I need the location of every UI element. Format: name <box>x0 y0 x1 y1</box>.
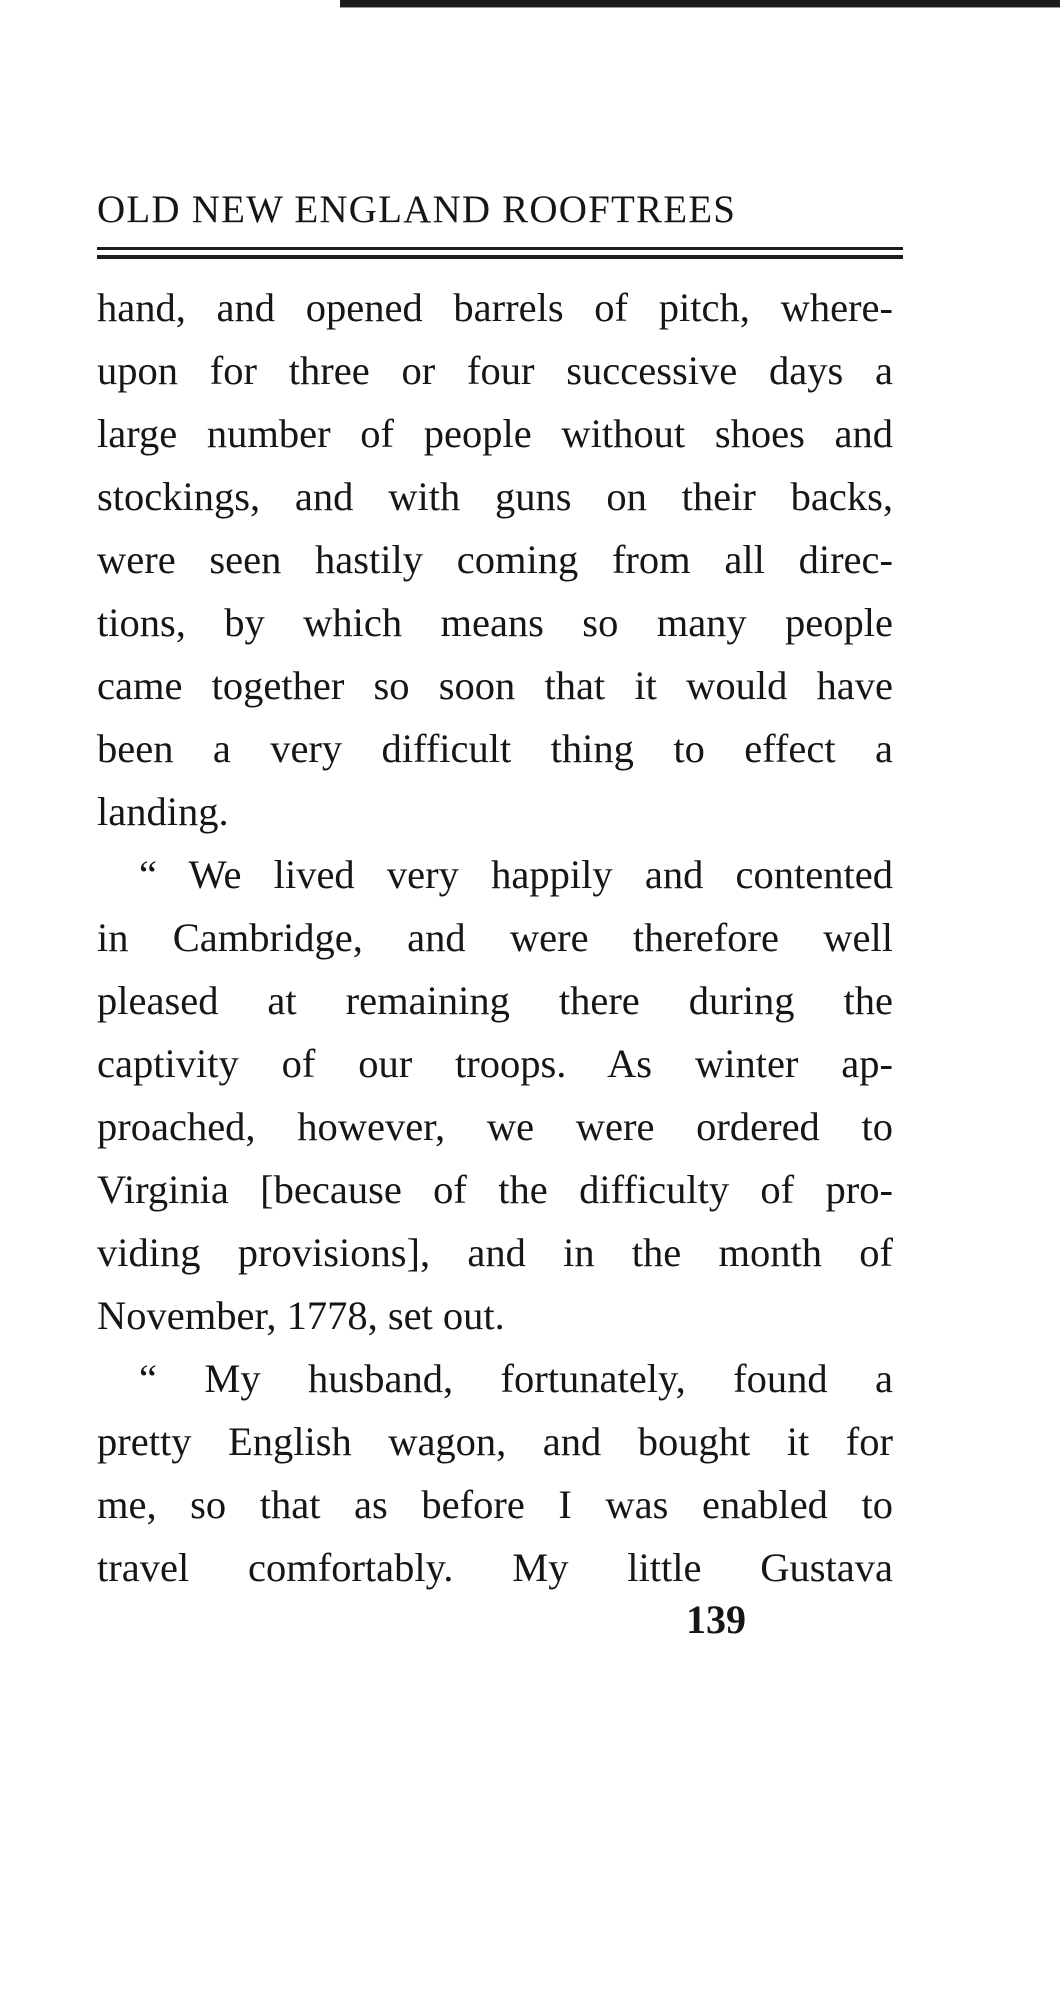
text-line: upon for three or four successive days a <box>97 348 893 393</box>
text-line: were seen hastily coming from all direc- <box>97 537 893 582</box>
top-edge-rule-shadow <box>340 7 1060 8</box>
text-line: stockings, and with guns on their backs, <box>97 474 893 519</box>
text-line: in Cambridge, and were therefore well <box>97 915 893 960</box>
header-rule-bottom <box>97 255 903 259</box>
text-line: came together so soon that it would have <box>97 663 893 708</box>
text-line: me, so that as before I was enabled to <box>97 1482 893 1527</box>
text-line: proached, however, we were ordered to <box>97 1104 893 1149</box>
page-number: 139 <box>686 1597 746 1642</box>
page-body <box>97 276 893 1599</box>
text-line: “ My husband, fortunately, found a <box>139 1356 893 1401</box>
top-edge-rule <box>340 0 1060 7</box>
text-line: hand, and opened barrels of pitch, where- <box>97 285 893 330</box>
text-line: viding provisions], and in the month of <box>97 1230 893 1275</box>
text-line: Virginia [because of the difficulty of pro- <box>97 1167 893 1212</box>
text-line: pretty English wagon, and bought it for <box>97 1419 893 1464</box>
text-line: pleased at remaining there during the <box>97 978 893 1023</box>
text-line: been a very difficult thing to effect a <box>97 726 893 771</box>
running-head: OLD NEW ENGLAND ROOFTREES <box>97 188 737 231</box>
header-rule-top <box>97 247 903 250</box>
text-line: tions, by which means so many people <box>97 600 893 645</box>
text-line: travel comfortably. My little Gustava <box>97 1545 893 1590</box>
text-line: captivity of our troops. As winter ap- <box>97 1041 893 1086</box>
text-line: large number of people without shoes and <box>97 411 893 456</box>
text-line: “ We lived very happily and contented <box>139 852 893 897</box>
text-line: November, 1778, set out. <box>97 1293 505 1338</box>
text-line: landing. <box>97 789 229 834</box>
